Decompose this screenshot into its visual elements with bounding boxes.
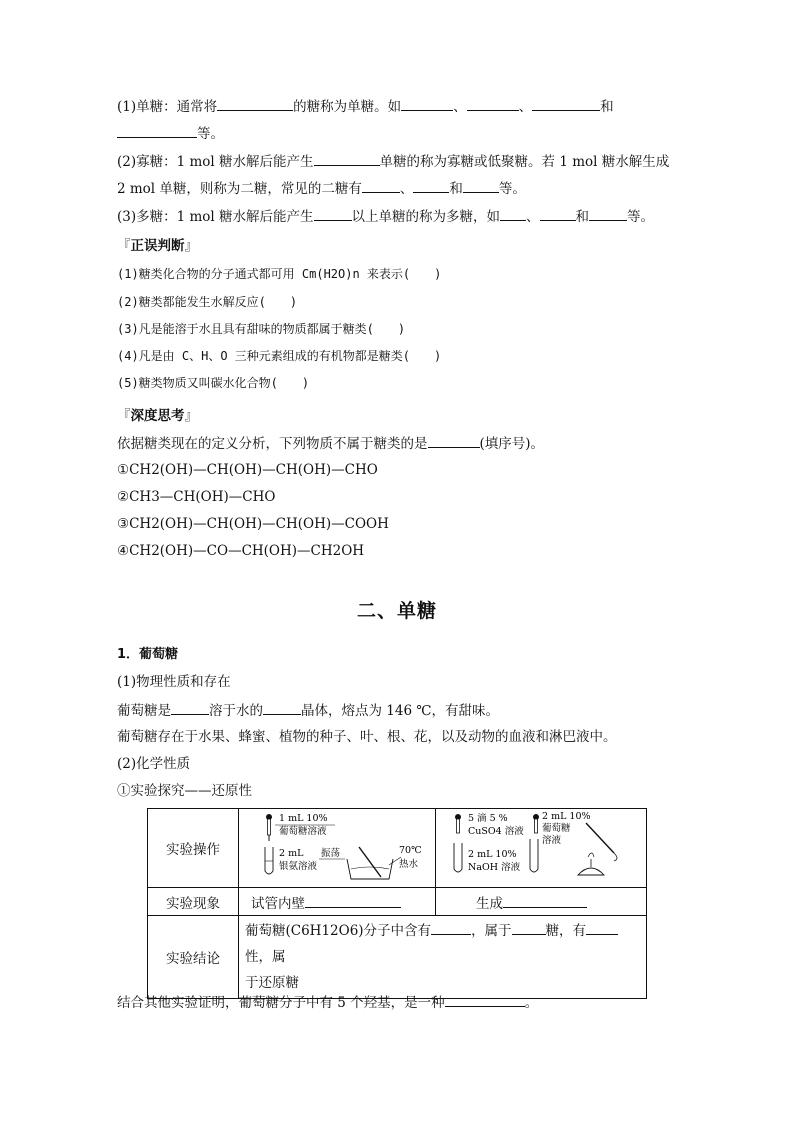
blank[interactable] [413,178,449,193]
text: 以上单糖的称为多糖，如 [351,209,501,225]
judge-item: (4)凡是由 C、H、O 三种元素组成的有机物都是糖类( ) [117,349,442,363]
section-heading: 二、单糖 [356,600,437,622]
text: (2)寡糖：1 mol 糖水解后能产生 [117,154,314,170]
blank[interactable] [401,96,453,111]
judge-item: (1)糖类化合物的分子通式都可用 Cm(H2O)n 来表示( ) [117,267,442,281]
text: 单糖的称为寡糖或低聚糖。若 1 mol 糖水解生成 [379,154,670,170]
p1-line1 [117,96,614,117]
blank[interactable] [362,178,400,193]
text: 于还原糖 [245,975,299,991]
think-option: ①CH2(OH)—CH(OH)—CH(OH)—CHO [117,462,378,478]
blank[interactable] [512,920,546,935]
text: 依据糖类现在的定义分析，下列物质不属于糖类的是 [117,436,428,452]
blank[interactable] [428,433,480,448]
blank[interactable] [314,206,352,221]
blank[interactable] [314,151,380,166]
fig-label: 2 mL 10% [542,811,591,822]
chemical-title: (2)化学性质 [117,756,191,772]
fig-label: 葡萄糖 [542,823,571,834]
text: (1)单糖：通常将 [117,99,218,115]
exist-line: 葡萄糖存在于水果、蜂蜜、植物的种子、叶、根、花，以及动物的血液和淋巴液中。 [117,729,617,745]
judge-item: (5)糖类物质又叫碳水化合物( ) [117,376,310,390]
judge-tag: 『正误判断』 [117,238,198,254]
text: 的糖称为单糖。如 [293,99,402,115]
text: 葡萄糖是 [117,703,171,719]
text: 等。 [197,126,224,142]
blank[interactable] [463,178,499,193]
text: (填序号)。 [479,436,545,452]
dropper-icon [266,814,272,841]
blank[interactable] [467,96,519,111]
fig-label: NaOH 溶液 [468,862,521,873]
text: 和 [600,99,614,115]
judge-item: (3)凡是能溶于水且具有甜味的物质都属于糖类( ) [117,322,406,336]
table-row [148,888,647,916]
test-tube-icon [454,843,462,872]
text: 试管内壁 [251,895,305,912]
blank[interactable] [586,920,618,935]
experiment-table [147,808,647,999]
fig-label: 热水 [399,859,419,870]
judge-title: 正误判断 [130,238,185,254]
fig-label: 银氨溶液 [279,861,318,872]
p2-line2 [117,178,526,199]
blank[interactable] [117,123,197,138]
blank[interactable] [540,206,576,221]
fig-label: 葡萄糖溶液 [279,826,327,837]
text: 2 mol 单糖，则称为二糖，常见的二糖有 [117,181,362,197]
p1-line2 [117,123,224,144]
blank[interactable] [500,206,526,221]
explore-title: ①实验探究——还原性 [117,783,252,799]
text: 、 [453,99,467,115]
fig-label: 2 mL [279,848,304,859]
text: 等。 [627,209,655,225]
text: 性，属 [245,949,286,965]
row-label: 实验结论 [148,916,239,999]
blank[interactable] [589,206,627,221]
fig-label: 2 mL 10% [468,849,517,860]
test-tube-icon [530,839,538,872]
think-question [117,433,544,454]
alcohol-lamp-icon [578,823,617,875]
text: 、 [518,99,533,115]
blank[interactable] [445,992,525,1007]
text: 葡萄糖(C6H12O6)分子中含有 [245,923,432,939]
blank[interactable] [263,700,301,715]
text: 、 [526,209,540,225]
text: 和 [575,209,590,225]
row-label: 实验现象 [148,888,239,916]
text: ，属于 [471,923,512,939]
text: 晶体，熔点为 146 ℃，有甜味。 [301,703,499,719]
table-row [148,809,647,888]
text: 、 [399,181,414,197]
item1-title: 1．葡萄糖 [117,647,179,662]
table-row [148,916,647,999]
text: 。 [524,995,539,1011]
silver-mirror-figure [239,809,435,883]
blank[interactable] [532,96,600,111]
conclusion-cell [239,916,647,999]
think-option: ④CH2(OH)—CO—CH(OH)—CH2OH [117,543,365,559]
fig-label: 5 滴 5 % [468,813,508,824]
phenomenon-left [239,888,436,916]
row-label: 实验操作 [148,809,239,888]
text: 生成 [476,895,503,912]
blank[interactable] [431,920,471,935]
blank[interactable] [503,893,587,908]
think-option: ②CH3—CH(OH)—CHO [117,489,276,505]
blank[interactable] [171,700,209,715]
text: 糖，有 [545,923,587,939]
final-line [117,992,538,1013]
fig-label: CuSO4 溶液 [468,826,524,837]
test-tube-icon [265,847,273,874]
fig-label: 振荡 [321,848,341,859]
copper-hydroxide-figure [436,809,634,883]
figure-right-cell [436,809,647,888]
beaker-icon [347,847,401,879]
dropper-icon [455,814,461,833]
fig-label: 溶液 [542,835,562,846]
p3-line [117,206,654,227]
blank[interactable] [217,96,293,111]
p2-line1 [117,151,669,172]
think-title: 深度思考 [130,408,185,424]
phenomenon-right [436,888,647,916]
text: 溶于水的 [209,703,263,719]
text: 结合其他实验证明，葡萄糖分子中有 5 个羟基，是一种 [117,995,445,1011]
think-option: ③CH2(OH)—CH(OH)—CH(OH)—COOH [117,516,389,532]
think-tag: 『深度思考』 [117,408,198,424]
blank[interactable] [305,893,401,908]
phys-line [117,700,499,721]
judge-item: (2)糖类都能发生水解反应( ) [117,295,298,309]
text: (3)多糖：1 mol 糖水解后能产生 [117,209,314,225]
text: 等。 [498,181,526,197]
text: 和 [449,181,463,197]
dropper-icon [533,814,539,833]
fig-label: 1 mL 10% [279,813,328,824]
figure-left-cell [239,809,436,888]
fig-label: 70℃ [399,845,422,856]
physical-title: (1)物理性质和存在 [117,674,231,690]
